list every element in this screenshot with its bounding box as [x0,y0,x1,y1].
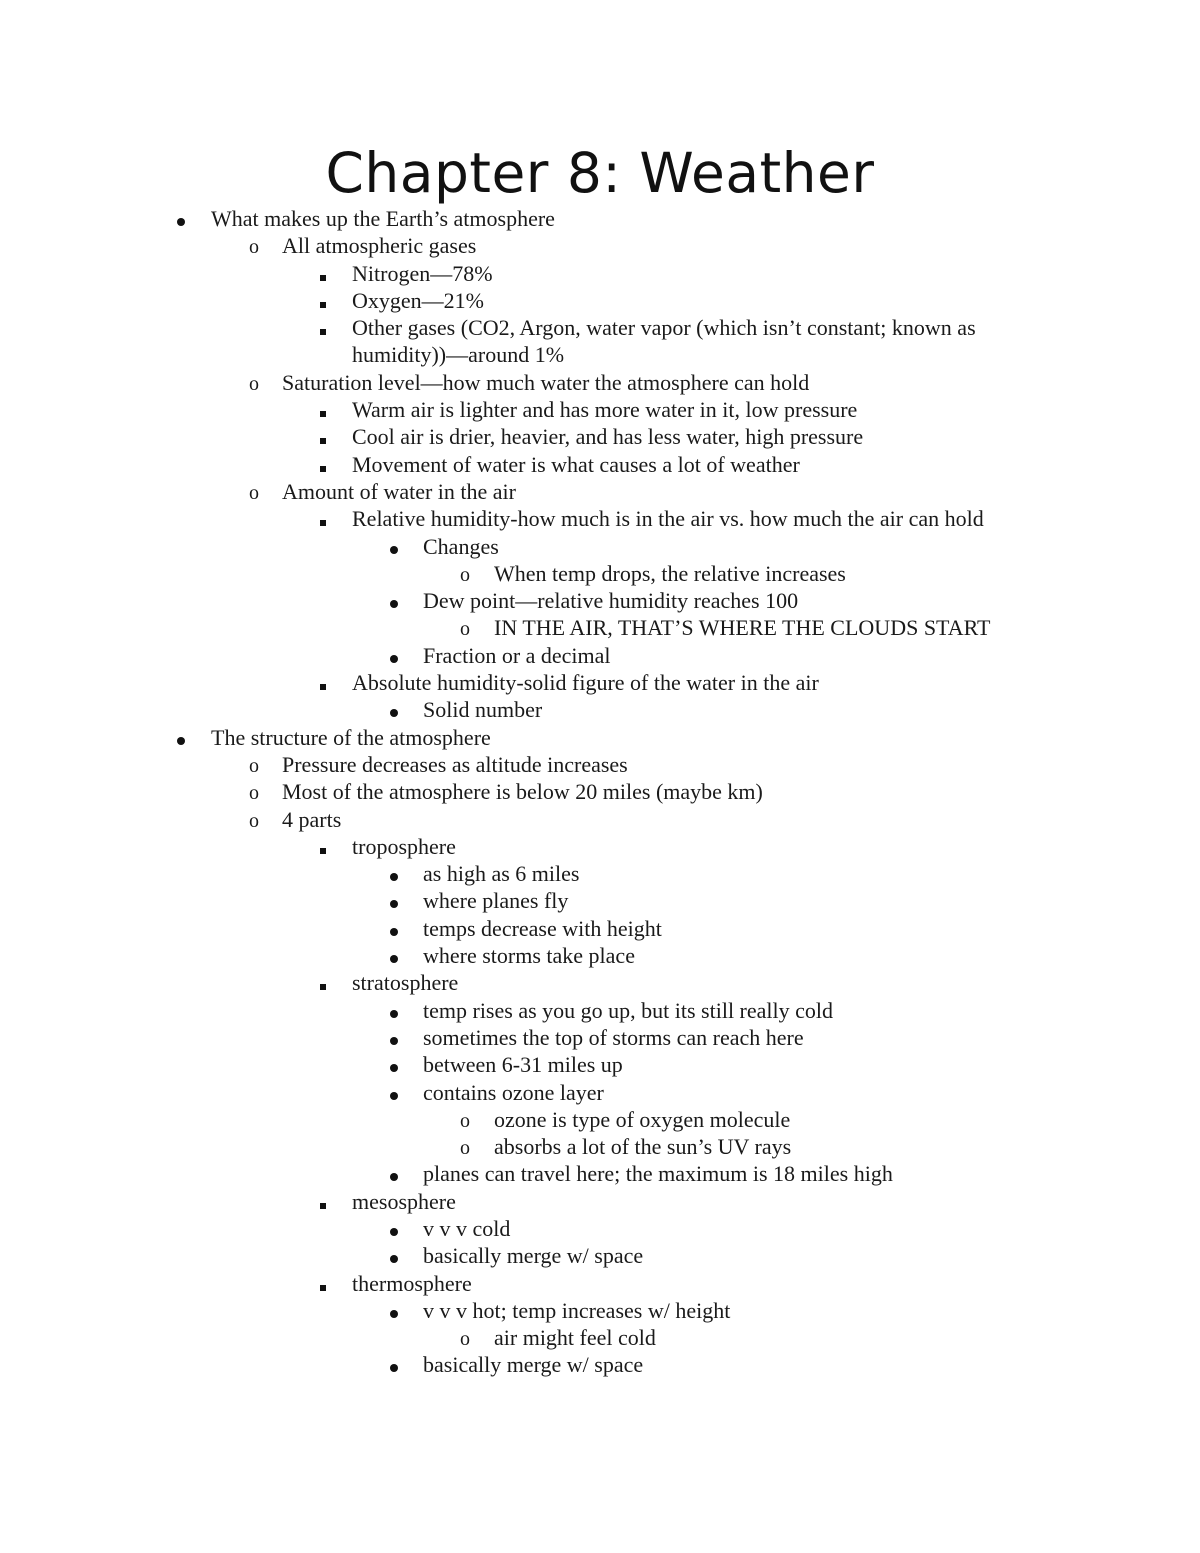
disc-bullet-icon [384,1351,404,1378]
circle-bullet-icon [455,1324,475,1353]
outline-item-level-3 [0,669,1200,696]
circle-bullet-icon [455,1133,475,1162]
outline-item-text: When temp drops, the relative increases [494,560,846,586]
disc-bullet-icon [171,724,191,751]
square-bullet-icon [313,1188,333,1215]
outline-item-text: basically merge w/ space [423,1243,644,1269]
outline-item-text: planes can travel here; the maximum is 18 miles high [423,1161,893,1187]
disc-bullet-icon [384,1160,404,1187]
square-bullet-icon [313,969,333,996]
square-bullet-icon [313,669,333,696]
circle-bullet-icon [244,478,264,507]
circle-bullet-icon [455,560,475,589]
outline-item-text: Most of the atmosphere is below 20 miles (maybe km) [282,779,763,805]
outline-item-text: where planes fly [423,888,569,914]
disc-bullet-icon [384,887,404,914]
outline-item-text: temp rises as you go up, but its still really cold [423,997,834,1023]
disc-bullet-icon [384,1215,404,1242]
outline-item-level-3 [0,314,1200,369]
outline-item-level-4 [0,1024,1200,1051]
disc-bullet-icon [171,205,191,232]
outline-item-text: Pressure decreases as altitude increases [282,751,628,777]
outline-item-level-4 [0,915,1200,942]
outline-item-level-2 [0,778,1200,805]
outline-item-level-4 [0,1351,1200,1378]
outline-item-level-4 [0,1079,1200,1106]
square-bullet-icon [313,833,333,860]
outline-item-level-2 [0,806,1200,833]
outline-item-text: Relative humidity-how much is in the air vs. how much the air can hold [352,506,984,532]
outline-item-level-2 [0,369,1200,396]
disc-bullet-icon [384,696,404,723]
outline-item-text: mesosphere [352,1188,456,1214]
disc-bullet-icon [384,533,404,560]
outline-item-text: Oxygen—21% [352,287,484,313]
outline-item-level-3 [0,260,1200,287]
outline-item-text: Amount of water in the air [282,478,516,504]
circle-bullet-icon [455,614,475,643]
outline-item-level-4 [0,942,1200,969]
outline-item-text: air might feel cold [494,1325,656,1351]
outline-item-level-3 [0,287,1200,314]
outline-item-text: stratosphere [352,970,459,996]
outline-item-level-2 [0,751,1200,778]
outline-item-level-4 [0,1242,1200,1269]
outline-item-level-1 [0,724,1200,751]
outline-item-level-4 [0,642,1200,669]
disc-bullet-icon [384,942,404,969]
outline-item-text: v v v cold [423,1215,511,1241]
disc-bullet-icon [384,1024,404,1051]
outline-item-text: All atmospheric gases [282,233,477,259]
circle-bullet-icon [244,369,264,398]
outline-item-text: Nitrogen—78% [352,260,493,286]
outline-item-level-5 [0,560,1200,587]
outline-item-text: Absolute humidity-solid figure of the water in the air [352,670,819,696]
outline-item-text: between 6-31 miles up [423,1052,623,1078]
disc-bullet-icon [384,915,404,942]
outline-item-text: Fraction or a decimal [423,642,611,668]
outline-item-text: 4 parts [282,806,342,832]
outline-item-level-5 [0,1133,1200,1160]
square-bullet-icon [313,423,333,450]
outline-item-level-2 [0,478,1200,505]
outline-item-level-3 [0,833,1200,860]
outline-item-text: Solid number [423,697,543,723]
outline-item-text: Movement of water is what causes a lot of weather [352,451,800,477]
outline-item-level-5 [0,1106,1200,1133]
outline-item-level-3 [0,969,1200,996]
outline-item-text: ozone is type of oxygen molecule [494,1106,791,1132]
square-bullet-icon [313,287,333,314]
outline-item-text: Cool air is drier, heavier, and has less water, high pressure [352,424,864,450]
circle-bullet-icon [244,751,264,780]
disc-bullet-icon [384,642,404,669]
square-bullet-icon [313,451,333,478]
outline-item-level-3 [0,423,1200,450]
outline-item-level-4 [0,887,1200,914]
outline-item-text: troposphere [352,833,456,859]
disc-bullet-icon [384,1079,404,1106]
outline-item-level-4 [0,1160,1200,1187]
square-bullet-icon [313,396,333,423]
outline-item-text: temps decrease with height [423,915,662,941]
outline-item-text: IN THE AIR, THAT’S WHERE THE CLOUDS START [494,615,991,641]
outline-item-text: sometimes the top of storms can reach here [423,1024,804,1050]
circle-bullet-icon [244,806,264,835]
circle-bullet-icon [455,1106,475,1135]
outline-item-level-4 [0,696,1200,723]
disc-bullet-icon [384,860,404,887]
outline-item-level-4 [0,860,1200,887]
outline-item-level-4 [0,533,1200,560]
outline-item-text: basically merge w/ space [423,1352,644,1378]
outline-item-text: contains ozone layer [423,1079,604,1105]
square-bullet-icon [313,1270,333,1297]
outline-item-level-5 [0,1324,1200,1351]
outline-item-text: thermosphere [352,1270,472,1296]
outline-item-text: v v v hot; temp increases w/ height [423,1297,731,1323]
disc-bullet-icon [384,1242,404,1269]
outline-item-level-4 [0,1215,1200,1242]
outline-item-text: The structure of the atmosphere [211,724,491,750]
outline-item-text: What makes up the Earth’s atmosphere [211,206,555,231]
outline-item-level-4 [0,587,1200,614]
disc-bullet-icon [384,1297,404,1324]
outline-item-level-2 [0,232,1200,259]
outline-item-text: as high as 6 miles [423,861,580,887]
outline-item-level-4 [0,1297,1200,1324]
circle-bullet-icon [244,778,264,807]
square-bullet-icon [313,505,333,532]
outline-item-text: where storms take place [423,943,635,969]
outline-item-level-4 [0,997,1200,1024]
outline-item-text: Warm air is lighter and has more water in it, low pressure [352,397,858,423]
outline-item-text: Other gases (CO2, Argon, water vapor (which isn’t constant; known as humidity))—around 1% [352,315,976,368]
page-title: Chapter 8: Weather [325,141,875,205]
outline-item-level-3 [0,396,1200,423]
outline-item-text: Changes [423,533,499,559]
notes-outline [0,205,1200,1379]
outline-item-level-1 [0,205,1200,232]
outline-item-level-4 [0,1051,1200,1078]
disc-bullet-icon [384,587,404,614]
disc-bullet-icon [384,1051,404,1078]
outline-item-level-5 [0,614,1200,641]
outline-item-level-3 [0,1270,1200,1297]
outline-item-level-3 [0,1188,1200,1215]
square-bullet-icon [313,260,333,287]
outline-item-text: absorbs a lot of the sun’s UV rays [494,1134,792,1160]
outline-item-text: Saturation level—how much water the atmosphere can hold [282,369,810,395]
circle-bullet-icon [244,232,264,261]
square-bullet-icon [313,314,333,341]
outline-item-text: Dew point—relative humidity reaches 100 [423,588,799,614]
disc-bullet-icon [384,997,404,1024]
outline-item-level-3 [0,451,1200,478]
outline-item-level-3 [0,505,1200,532]
